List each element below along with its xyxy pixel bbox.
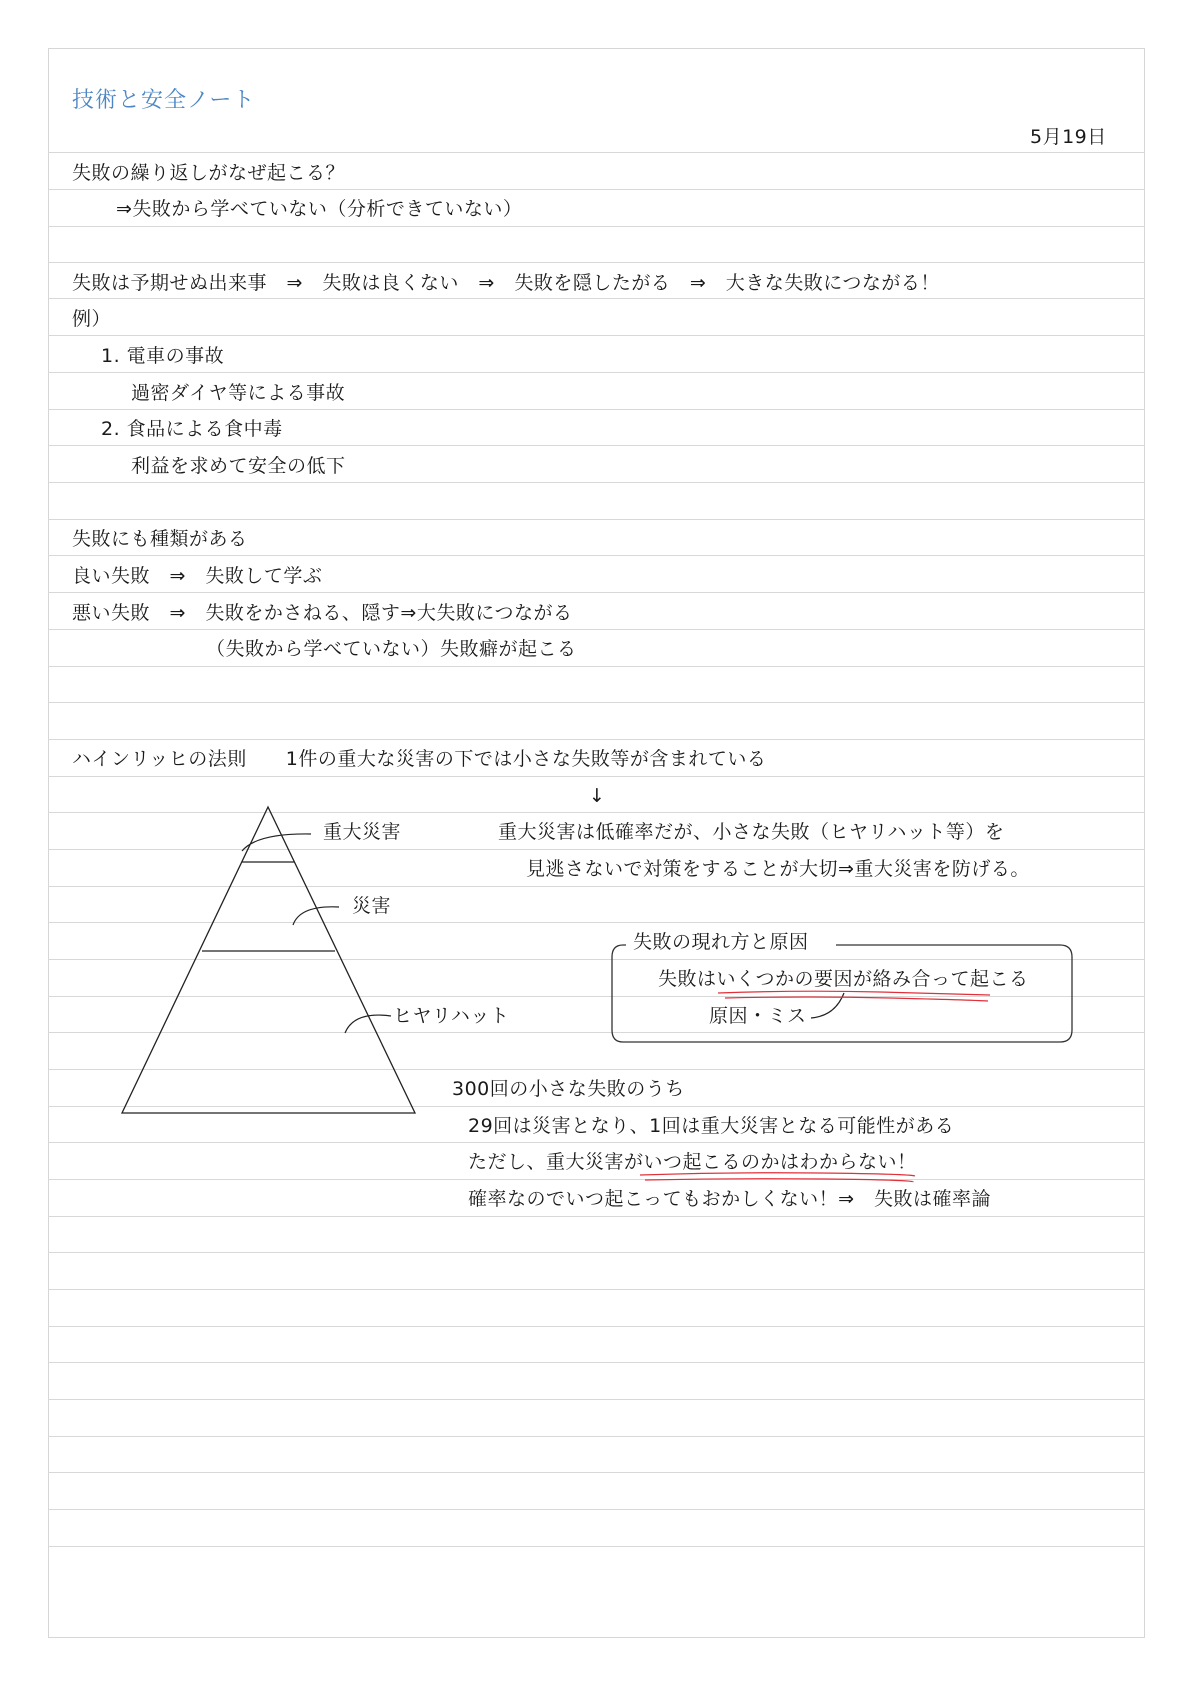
note-line: 1. 電車の事故 (101, 345, 225, 367)
red-underline-bottom (640, 1173, 915, 1182)
note-line: 確率なのでいつ起こってもおかしくない！⇒ 失敗は確率論 (468, 1188, 992, 1210)
note-line: 悪い失敗 ⇒ 失敗をかさねる、隠す⇒大失敗につながる (72, 602, 573, 624)
page-title: 技術と安全ノート (72, 88, 256, 113)
note-line: 例） (72, 308, 112, 330)
pyramid-label-top: 重大災害 (323, 821, 402, 843)
note-line: 失敗にも種類がある (72, 528, 248, 550)
note-line: 良い失敗 ⇒ 失敗して学ぶ (72, 565, 323, 587)
note-line: 重大災害は低確率だが、小さな失敗（ヒヤリハット等）を (498, 821, 1005, 843)
note-line: 利益を求めて安全の低下 (131, 455, 346, 477)
note-line: 失敗は予期せぬ出来事 ⇒ 失敗は良くない ⇒ 失敗を隠したがる ⇒ 大きな失敗につながる！ (72, 272, 940, 294)
note-line: 2. 食品による食中毒 (101, 418, 283, 440)
note-line: 見逃さないで対策をすることが大切⇒重大災害を防げる。 (526, 858, 1030, 880)
box-outline (612, 945, 1072, 1042)
leader-line-top (242, 834, 311, 851)
box-note: 原因・ミス (709, 1005, 807, 1027)
pyramid-label-middle: 災害 (352, 895, 392, 917)
leader-line-middle (293, 907, 339, 925)
note-line: （失敗から学べていない）失敗癖が起こる (206, 638, 577, 660)
pyramid-label-bottom: ヒヤリハット (393, 1005, 510, 1027)
note-line: 29回は災害となり、1回は重大災害となる可能性がある (468, 1115, 955, 1137)
note-line: 300回の小さな失敗のうち (452, 1078, 685, 1100)
note-line: 失敗の繰り返しがなぜ起こる？ (72, 162, 346, 184)
note-line: ハインリッヒの法則 1件の重大な災害の下では小さな失敗等が含まれている (72, 748, 767, 770)
page-date: 5月19日 (1030, 126, 1107, 148)
pyramid (122, 807, 415, 1113)
down-arrow: ↓ (589, 785, 606, 807)
note-line: ⇒失敗から学べていない（分析できていない） (116, 198, 523, 220)
note-line: 過密ダイヤ等による事故 (131, 382, 346, 404)
pyramid-outline (122, 807, 415, 1113)
leader-line-bottom (345, 1015, 391, 1033)
box-text: 失敗はいくつかの要因が絡み合って起こる (658, 968, 1029, 990)
red-underline-box (718, 991, 990, 1001)
box-title: 失敗の現れ方と原因 (629, 929, 813, 955)
note-line: ただし、重大災害がいつ起こるのかはわからない！ (468, 1151, 917, 1173)
